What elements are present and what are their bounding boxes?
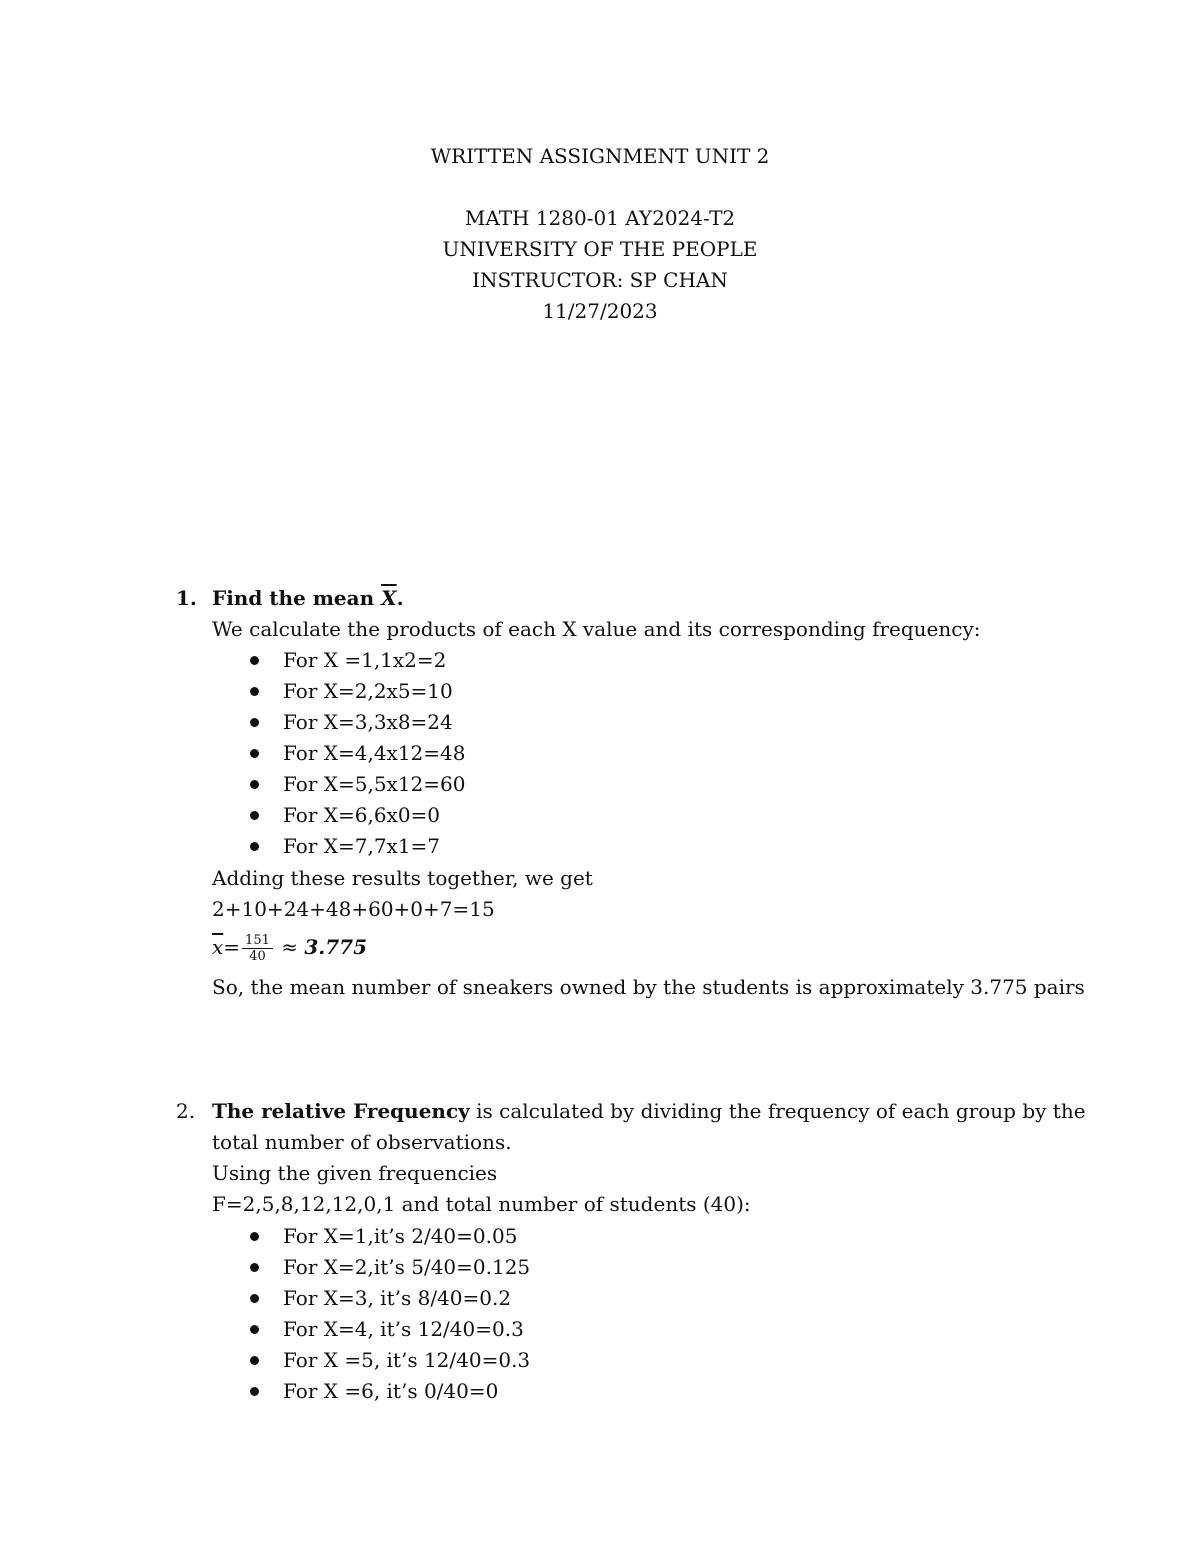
q2-heading-bold: The relative Frequency [212,1099,470,1123]
mean-result: 3.775 [304,935,367,959]
q2-bullet-6: For X =6, it’s 0/40=0 [283,1379,499,1403]
bullet-dot [250,1387,259,1396]
q1-bullet-1: For X =1,1x2=2 [283,648,447,672]
q1-conclusion: So, the mean number of sneakers owned by the students is approximately 3.775 pairs [212,975,1085,999]
q2-line-2: total number of observations. [212,1130,512,1154]
bullet-dot [250,687,259,696]
q2-bullet-1: For X=1,it’s 2/40=0.05 [283,1224,518,1248]
bullet-dot [250,1325,259,1334]
q1-sum: 2+10+24+48+60+0+7=15 [212,897,495,921]
q2-bullet-5: For X =5, it’s 12/40=0.3 [283,1348,531,1372]
mean-symbol: $\overline{X}$ [381,586,397,610]
q2-bullet-4: For X=4, it’s 12/40=0.3 [283,1317,524,1341]
assignment-title: WRITTEN ASSIGNMENT UNIT 2 [430,144,770,168]
approx-symbol: ≈ [274,935,305,959]
bullet-dot [250,1356,259,1365]
mean-fraction [242,933,273,964]
course-code: MATH 1280-01 AY2024-T2 [464,206,736,230]
q1-bullet-5: For X=5,5x12=60 [283,772,466,796]
bullet-dot [250,718,259,727]
q1-bullet-3: For X=3,3x8=24 [283,710,453,734]
bullet-dot [250,842,259,851]
mean-formula [212,927,367,967]
q1-number: 1. [176,586,197,610]
bullet-dot [250,656,259,665]
q2-bullet-2: For X=2,it’s 5/40=0.125 [283,1255,531,1279]
fraction-denominator: 40 [249,949,266,964]
q2-heading [212,1097,1086,1125]
q1-bullet-4: For X=4,4x12=48 [283,741,466,765]
q2-heading-rest: is calculated by dividing the frequency of each group by the [469,1099,1086,1123]
q2-line-3: Using the given frequencies [212,1161,498,1185]
q2-line-4: F=2,5,8,12,12,0,1 and total number of students (40): [212,1192,751,1216]
mean-variable: $\overline{x}$ [212,935,224,959]
university-name: UNIVERSITY OF THE PEOPLE [442,237,758,261]
bullet-dot [250,780,259,789]
bullet-dot [250,1263,259,1272]
q1-bullet-2: For X=2,2x5=10 [283,679,453,703]
formula-equals: = [223,935,241,959]
q1-intro: We calculate the products of each X value and its corresponding frequency: [212,617,981,641]
bullet-dot [250,1294,259,1303]
q1-heading [212,584,404,612]
q1-heading-end: . [396,586,404,610]
q2-number: 2. [176,1099,196,1123]
q1-heading-text: Find the mean [212,586,382,610]
bullet-dot [250,1232,259,1241]
q1-bullet-6: For X=6,6x0=0 [283,803,441,827]
q1-bullet-7: For X=7,7x1=7 [283,834,441,858]
bullet-dot [250,749,259,758]
instructor-name: INSTRUCTOR: SP CHAN [472,268,728,292]
bullet-dot [250,811,259,820]
q1-adding: Adding these results together, we get [212,866,593,890]
q2-bullet-3: For X=3, it’s 8/40=0.2 [283,1286,512,1310]
assignment-date: 11/27/2023 [542,299,658,323]
fraction-numerator: 151 [242,933,273,949]
